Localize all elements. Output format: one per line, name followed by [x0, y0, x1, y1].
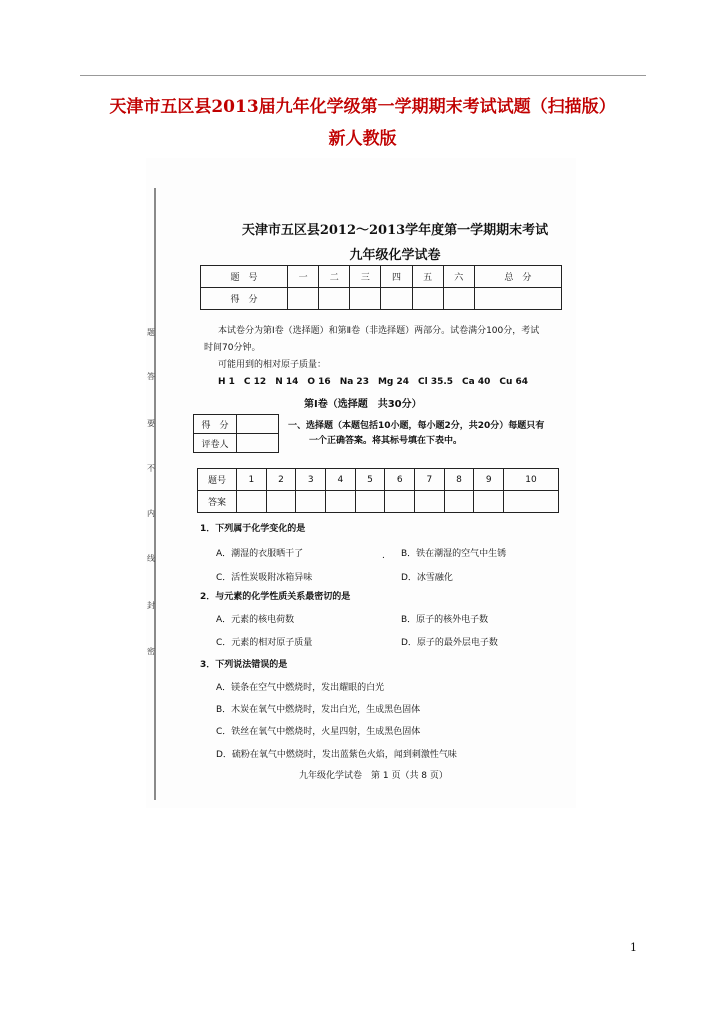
- grader-score-label: 得 分: [194, 415, 237, 434]
- seal-char: 线: [147, 554, 155, 563]
- seal-char: 不: [147, 464, 155, 473]
- score-header-cell: 一: [288, 266, 319, 288]
- document-subtitle: 新人教版: [328, 129, 397, 149]
- question-option: B．铁在潮湿的空气中生锈: [401, 549, 507, 559]
- binding-line: [154, 188, 156, 800]
- question-option: A．镁条在空气中燃烧时，发出耀眼的白光: [216, 683, 385, 693]
- score-cell: [474, 288, 561, 310]
- seal-char: 密: [147, 647, 155, 656]
- question-option: D．冰雪融化: [401, 573, 453, 583]
- question-option: C．活性炭吸附冰箱异味: [216, 573, 313, 583]
- section1-instructions: 一、选择题（本题包括10小题，每小题2分，共20分）每题只有: [288, 421, 545, 431]
- intro-text: 本试卷分为第Ⅰ卷（选择题）和第Ⅱ卷（非选择题）两部分。试卷满分100分，考试: [218, 326, 540, 336]
- question-stem: 3．下列说法错误的是: [200, 660, 288, 670]
- score-cell: [381, 288, 412, 310]
- seal-char: 内: [147, 509, 155, 518]
- score-header-cell: 五: [412, 266, 443, 288]
- answer-cell: [444, 491, 474, 513]
- section1-instructions-cont: 一个正确答案。将其标号填在下表中。: [309, 436, 463, 446]
- score-cell: [319, 288, 350, 310]
- question-stem: 2．与元素的化学性质关系最密切的是: [200, 592, 351, 602]
- score-cell: [350, 288, 381, 310]
- atomic-mass-list: H 1 C 12 N 14 O 16 Na 23 Mg 24 Cl 35.5 Ca 40 Cu 64: [218, 377, 529, 387]
- question-option: B．木炭在氧气中燃烧时，发出白光，生成黑色固体: [216, 705, 421, 715]
- score-header-cell: 六: [443, 266, 474, 288]
- answer-number: 1: [237, 469, 267, 491]
- question-option: A．元素的核电荷数: [216, 615, 295, 625]
- part1-title: 第Ⅰ卷（选择题 共30分）: [304, 399, 422, 410]
- dot-mark: .: [382, 551, 385, 561]
- score-header-cell: 三: [350, 266, 381, 288]
- seal-char: 封: [147, 601, 155, 610]
- grader-name-cell: [237, 434, 279, 453]
- question-option: B．原子的核外电子数: [401, 615, 489, 625]
- answer-header-label: 题号: [198, 469, 237, 491]
- seal-char: 要: [147, 419, 155, 428]
- score-cell: [412, 288, 443, 310]
- score-header-cell: 二: [319, 266, 350, 288]
- grader-score-cell: [237, 415, 279, 434]
- score-header-cell: 题 号: [201, 266, 288, 288]
- seal-char: 题: [147, 328, 155, 337]
- answer-number: 8: [444, 469, 474, 491]
- score-cell: [288, 288, 319, 310]
- answer-number: 3: [296, 469, 326, 491]
- answer-number: 6: [385, 469, 415, 491]
- question-option: D．硫粉在氧气中燃烧时，发出蓝紫色火焰，闻到刺激性气味: [216, 750, 457, 760]
- answer-number: 4: [326, 469, 356, 491]
- answer-cell: [504, 491, 559, 513]
- score-cell: [443, 288, 474, 310]
- question-option: D．原子的最外层电子数: [401, 638, 498, 648]
- answer-number: 9: [474, 469, 504, 491]
- answer-row-label: 答案: [198, 491, 237, 513]
- intro-text-cont: 时间70分钟。: [204, 343, 261, 353]
- answer-cell: [474, 491, 504, 513]
- score-table: [200, 265, 562, 310]
- answer-cell: [266, 491, 296, 513]
- answer-cell: [415, 491, 445, 513]
- answer-cell: [355, 491, 385, 513]
- seal-char: 答: [147, 372, 155, 381]
- header-rule: [80, 75, 646, 76]
- answer-number: 10: [504, 469, 559, 491]
- answer-cell: [237, 491, 267, 513]
- question-option: A．潮湿的衣服晒干了: [216, 549, 304, 559]
- grader-name-label: 评卷人: [194, 434, 237, 453]
- page-number: 1: [630, 941, 637, 954]
- answer-number: 5: [355, 469, 385, 491]
- atomic-mass-label: 可能用到的相对原子质量：: [218, 360, 327, 370]
- score-header-cell: 四: [381, 266, 412, 288]
- exam-title: 天津市五区县2012～2013学年度第一学期期末考试: [241, 223, 549, 238]
- answer-number: 2: [266, 469, 296, 491]
- answer-cell: [385, 491, 415, 513]
- exam-subtitle: 九年级化学试卷: [349, 248, 441, 263]
- score-row-label: 得 分: [201, 288, 288, 310]
- question-option: C．元素的相对原子质量: [216, 638, 313, 648]
- answer-cell: [326, 491, 356, 513]
- question-stem: 1．下列属于化学变化的是: [200, 524, 306, 534]
- question-option: C．铁丝在氧气中燃烧时，火星四射，生成黑色固体: [216, 727, 421, 737]
- answer-cell: [296, 491, 326, 513]
- score-header-cell: 总 分: [474, 266, 561, 288]
- answer-number: 7: [415, 469, 445, 491]
- page-footer: 九年级化学试卷 第 1 页（共 8 页）: [299, 771, 448, 781]
- document-title: 天津市五区县2013届九年化学级第一学期期末考试试题（扫描版）: [109, 97, 616, 117]
- answer-table: [197, 468, 559, 513]
- grader-box: [193, 414, 279, 453]
